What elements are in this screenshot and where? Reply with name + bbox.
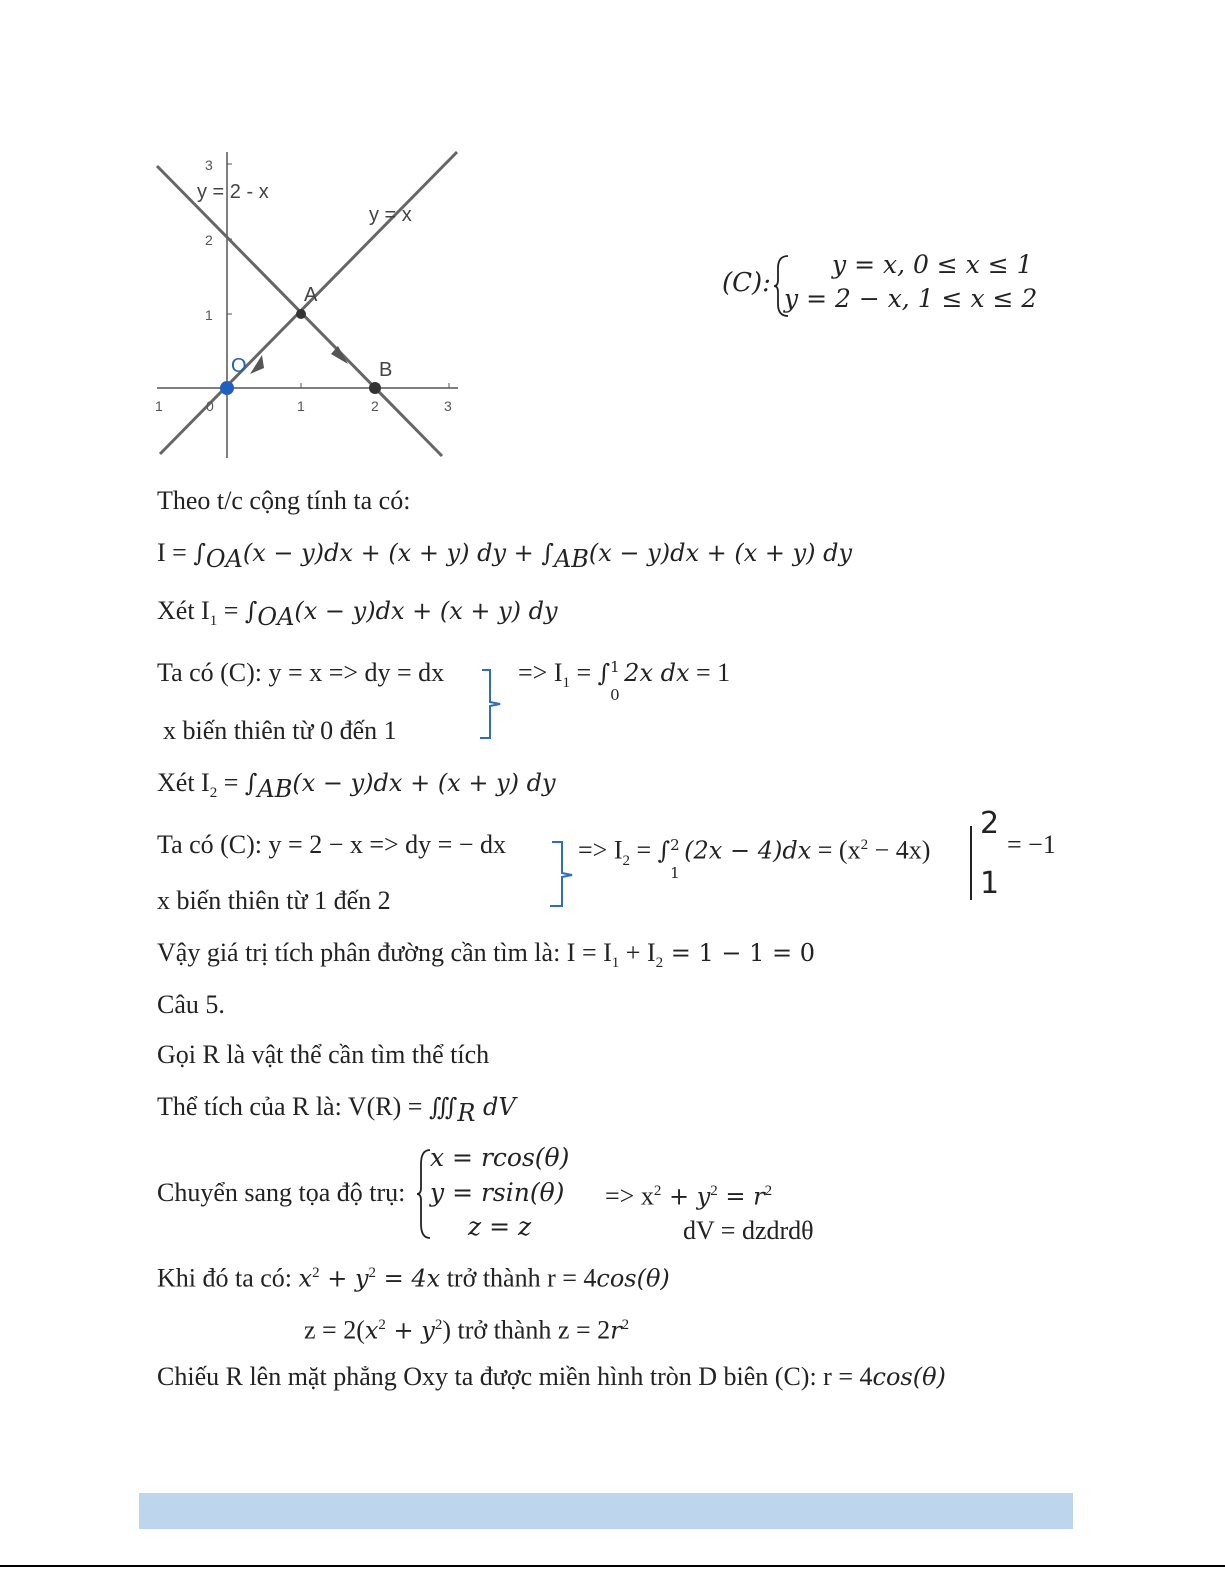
- line-xet-I1: Xét $I_1 = \int_{OA}(x - y)dx + (x + y)$ dy: [157, 596, 558, 632]
- line-I2-result: => $I_2$ = ∫ 2 1 $(2x - 4)dx = (x^2 - 4x)$: [578, 835, 931, 882]
- arrow-OA: [250, 355, 264, 374]
- tick-y-3: 3: [205, 157, 213, 173]
- point-O: [220, 381, 234, 395]
- line-chieu-R: Chiếu R lên mặt phẳng Oxy ta được miền hình tròn D biên (C): r = 4cos(θ): [157, 1362, 946, 1391]
- line-chuyen-sang: Chuyển sang tọa độ trụ:: [157, 1178, 406, 1207]
- cyl-row3: z = z: [468, 1212, 532, 1241]
- line-I-definition: $I = \int_{OA}(x - y)dx + (x + y)$ dy + $\int_{AB}(x - y)dx + (x + y)$ dy: [157, 538, 853, 574]
- tick-x-2: 2: [371, 398, 379, 414]
- brace-right-2: [548, 840, 576, 910]
- line-x-range-2: x biến thiên từ 1 đến 2: [157, 886, 391, 915]
- brace-right-1: [478, 668, 504, 742]
- line-I1-result: => $I_1$ = ∫ 1 0 2x dx = 1: [518, 658, 731, 705]
- label-y-x: y = x: [369, 204, 412, 226]
- point-B: [369, 382, 381, 394]
- line-the-tich: Thể tích của R là: $V(R) = ∭_R$ dV: [157, 1092, 516, 1128]
- line-goi-R: Gọi R là vật thể cần tìm thể tích: [157, 1040, 490, 1069]
- label-y-2-minus-x: y = 2 - x: [197, 181, 269, 203]
- page-bottom-rule: [0, 1565, 1225, 1567]
- line-cau-5: Câu 5.: [157, 990, 225, 1019]
- cyl-row1: x = rcos(θ): [430, 1143, 570, 1172]
- line-xet-I2: Xét $I_2 = \int_{AB}(x - y)dx + (x + y)$ dy: [157, 768, 556, 804]
- line-x-range-1: x biến thiên từ 0 đến 1: [163, 716, 397, 745]
- label-B: B: [379, 359, 393, 381]
- cyl-result-1: => $x^2 + y^2 = r^2$: [605, 1181, 773, 1211]
- tick-x-0: 0: [206, 398, 214, 414]
- curve-name: (C):: [722, 268, 771, 298]
- curve-row1: y = x, 0 ≤ x ≤ 1: [832, 250, 1033, 279]
- label-A: A: [304, 284, 318, 306]
- curve-row2: y = 2 − x, 1 ≤ x ≤ 2: [784, 284, 1038, 313]
- footer-bar: [139, 1493, 1073, 1529]
- cyl-row2: y = rsin(θ): [430, 1178, 565, 1207]
- eval-upper: 2: [980, 806, 1000, 841]
- curve-definition: [722, 250, 1052, 320]
- tick-y-1: 1: [205, 307, 213, 323]
- cyl-result-2: dV = dzdrdθ: [683, 1216, 814, 1245]
- tick-x-3: 3: [444, 398, 452, 414]
- line-theo-tc: Theo t/c cộng tính ta có:: [157, 486, 411, 515]
- eval-lower: 1: [980, 866, 1000, 901]
- eval-bar: [970, 826, 972, 900]
- line-ta-co-C1: Ta có (C): y = x => dy = dx: [157, 658, 445, 687]
- eval-result: = −1: [1007, 830, 1056, 859]
- line-ta-co-C2: Ta có (C): y = 2 − x => dy = − dx: [157, 830, 507, 859]
- tick-x-neg1: 1: [155, 398, 163, 414]
- arrow-AB: [331, 346, 348, 364]
- tick-y-2: 2: [205, 232, 213, 248]
- coordinate-graph: [150, 148, 470, 468]
- line-final-I: Vậy giá trị tích phân đường cần tìm là: $I = I_1 + I_2 = 1 - 1 = 0$: [157, 938, 816, 972]
- point-A: [296, 309, 306, 319]
- label-O: O: [231, 355, 247, 377]
- line-khi-do: Khi đó ta có: $x^2 + y^2 = 4x$ trở thành r = 4cos(θ): [157, 1263, 670, 1293]
- tick-x-1: 1: [297, 398, 305, 414]
- line-z-transform: $z = 2(x^2 + y^2)$ trở thành $z = 2r^2$: [304, 1315, 630, 1345]
